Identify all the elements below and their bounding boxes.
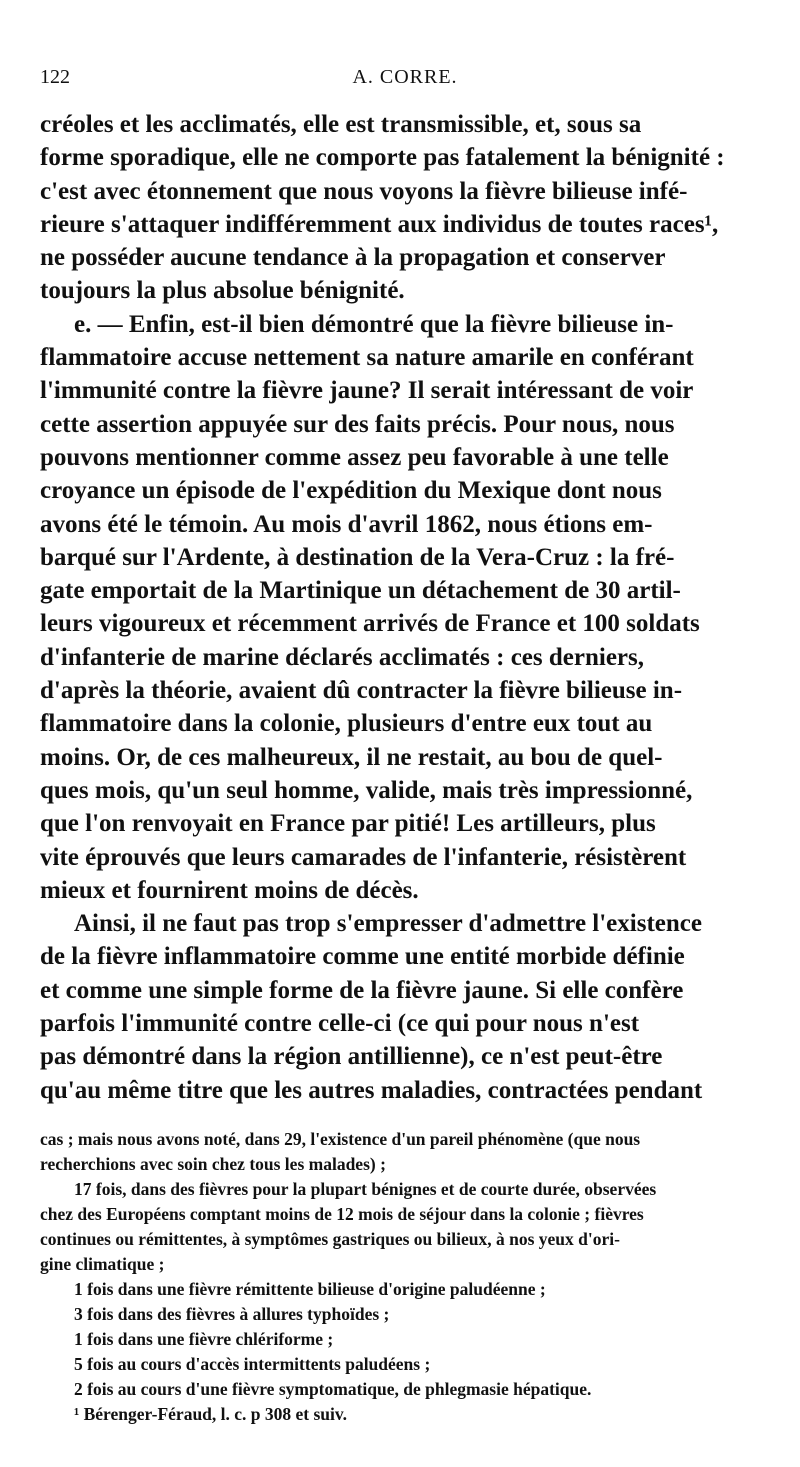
footnote-line: 3 fois dans des fièvres à allures typhoïdes ; [74,1303,390,1324]
body-text [40,108,770,1107]
footnote-line: 1 fois dans une fièvre rémittente bilieuse d'origine paludéenne ; [74,1278,546,1299]
footnote-line: ¹ Bérenger-Féraud, l. c. p 308 et suiv. [74,1403,348,1424]
page-header [40,66,770,102]
text-line: parfois l'immunité contre celle-ci (ce qui pour nous n'est [40,1010,640,1038]
text-line: rieure s'attaquer indifféremment aux individus de toutes races¹, [40,210,719,238]
text-line: d'après la théorie, avaient dû contracter la fièvre bilieuse in- [40,677,683,705]
text-line: Ainsi, il ne faut pas trop s'empresser d'admettre l'existence [74,910,702,938]
text-line: e. — Enfin, est-il bien démontré que la fièvre bilieuse in- [74,310,674,338]
footnotes [40,1127,770,1427]
text-line: pouvons mentionner comme assez peu favorable à une telle [40,443,669,471]
text-line: croyance un épisode de l'expédition du Mexique dont nous [40,477,662,505]
text-line: avons été le témoin. Au mois d'avril 1862, nous étions em- [40,510,653,538]
text-line: de la fièvre inflammatoire comme une entité morbide définie [40,943,685,971]
footnote-line: cas ; mais nous avons noté, dans 29, l'existence d'un pareil phénomène (que nous [40,1128,641,1149]
text-line: qu'au même titre que les autres maladies, contractées pendant [40,1076,703,1104]
text-line: l'immunité contre la fièvre jaune? Il serait intéressant de voir [40,377,694,405]
text-line: et comme une simple forme de la fièvre jaune. Si elle confère [40,976,684,1004]
footnote-line: 17 fois, dans des fièvres pour la plupart bénignes et de courte durée, observées [74,1178,657,1199]
running-head: A. CORRE. [352,66,458,88]
footnote-line: 1 fois dans une fièvre chlériforme ; [74,1328,334,1349]
paragraph [40,308,770,907]
text-line: moins. Or, de ces malheureux, il ne restait, au bou de quel- [40,743,663,771]
text-line: ne posséder aucune tendance à la propagation et conserver [40,244,666,272]
footnote-line: recherchions avec soin chez tous les malades) ; [40,1153,386,1174]
text-line: flammatoire accuse nettement sa nature amarile en conférant [40,344,694,372]
footnote-line: 5 fois au cours d'accès intermittents paludéens ; [74,1353,431,1374]
footnote-line: chez des Européens comptant moins de 12 mois de séjour dans la colonie ; fièvres [40,1203,644,1224]
text-line: leurs vigoureux et récemment arrivés de France et 100 soldats [40,610,700,638]
text-line: forme sporadique, elle ne comporte pas fatalement la bénignité : [40,144,725,172]
text-line: créoles et les acclimatés, elle est transmissible, et, sous sa [40,111,642,138]
footnote-line: gine climatique ; [40,1253,165,1274]
text-line: vite éprouvés que leurs camarades de l'infanterie, résistèrent [40,843,687,871]
text-line: gate emportait de la Martinique un détachement de 30 artil- [40,577,681,605]
text-line: c'est avec étonnement que nous voyons la fièvre bilieuse infé- [40,177,688,205]
footnote-line: continues ou rémittentes, à symptômes gastriques ou bilieux, à nos yeux d'ori- [40,1228,620,1249]
text-line: cette assertion appuyée sur des faits précis. Pour nous, nous [40,410,675,438]
text-line: toujours la plus absolue bénignité. [40,277,405,305]
text-line: barqué sur l'Ardente, à destination de la Vera-Cruz : la fré- [40,543,675,571]
footnote-line: 2 fois au cours d'une fièvre symptomatique, de phlegmasie hépatique. [74,1378,592,1399]
text-line: pas démontré dans la région antillienne), ce n'est peut-être [40,1043,663,1071]
text-line: d'infanterie de marine déclarés acclimatés : ces derniers, [40,643,644,671]
paragraph [40,108,770,308]
text-line: flammatoire dans la colonie, plusieurs d'entre eux tout au [40,710,653,738]
page-number: 122 [40,66,70,88]
text-line: mieux et fournirent moins de décès. [40,876,419,904]
book-page [40,66,770,1427]
paragraph [40,907,770,1107]
text-line: ques mois, qu'un seul homme, valide, mais très impressionné, [40,776,693,804]
text-line: que l'on renvoyait en France par pitié! Les artilleurs, plus [40,810,656,838]
